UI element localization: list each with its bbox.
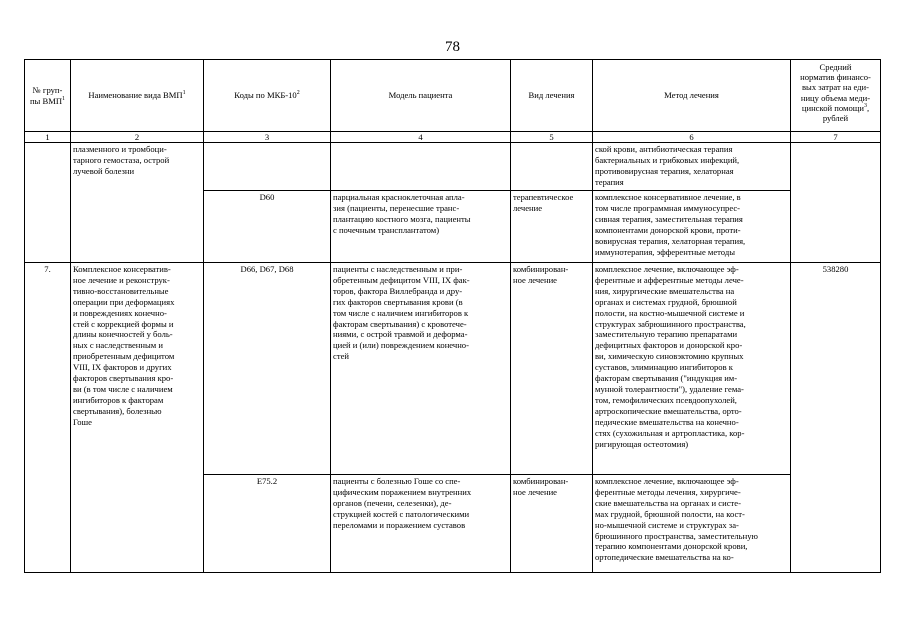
cell-average-cost: 538280 — [791, 263, 881, 573]
cell-average-cost — [791, 143, 881, 263]
cell-icd-codes: D66, D67, D68 — [204, 263, 331, 475]
cell-treatment-method: ской крови, антибиотическая терапия бактериальных и грибковых инфекций, противовирусная терапия, хелаторная терапия — [593, 143, 791, 191]
header-group-number: № груп- пы ВМП$^1$ — [25, 60, 71, 132]
header-average-cost: Средний норматив финансо- вых затрат на еди- ницу объема меди- цинской помощи$^3$, рублей — [791, 60, 881, 132]
cell-icd-codes: E75.2 — [204, 475, 331, 573]
column-numbers-row — [25, 132, 881, 143]
table-row — [25, 263, 881, 475]
column-number: 2 — [71, 132, 204, 143]
cell-vmp-name: плазменного и тромбоци- тарного гемостаза, острой лучевой болезни — [71, 143, 204, 263]
cell-group-number: 7. — [25, 263, 71, 573]
cell-treatment-type — [511, 143, 593, 191]
cell-patient-model: пациенты с болезнью Гоше со спе- цифическим поражением внутренних органов (печени, селезенки), де- струкцией костей с патологическими переломами и поражением суставов — [331, 475, 511, 573]
cell-icd-codes: D60 — [204, 191, 331, 263]
cell-vmp-name: Комплексное консерватив- ное лечение и реконструк- тивно-восстановительные операции при деформациях и повреждениях конечно- стей с коррекцией формы и длины конечностей у боль- ных с наследственным и приобретенным дефицитом VIII, IX факторов и других факторов свертывания кро- ви (в том числе с наличием ингибиторов к факторам свертывания), болезнью Гоше — [71, 263, 204, 573]
column-number: 1 — [25, 132, 71, 143]
cell-treatment-method: комплексное лечение, включающее эф- ферентные и афферентные методы лече- ния, хирургические вмешательства на органах и системах грудной, брюшной полости, на костно-мышечной системе и структурах забрюшинного пространства, заместительную терапию препаратами дефицитных факторов и донорской кро- ви, химическую синовэктомию крупных суставов, элиминацию ингибиторов к факторам свертывания ("индукция им- мунной толерантности"), удаление гема- том, гемофилических псевдоопухолей, артроскопические вмешательства, орто- педические вмешательства на конечно- стях (сухожильная и артропластика, кор- ригирующая остеотомия) — [593, 263, 791, 475]
cell-patient-model: пациенты с наследственным и при- обретенным дефицитом VIII, IX фак- торов, фактора Виллебранда и дру- гих факторов свертывания крови (в том числе с наличием ингибиторов к факторам свертывания) с кровотече- ниями, с острой травмой и деформа- цией и (или) повреждением конечно- стей — [331, 263, 511, 475]
cell-icd-codes — [204, 143, 331, 191]
header-treatment-method: Метод лечения — [593, 60, 791, 132]
header-icd-codes: Коды по МКБ-$10^2$ — [204, 60, 331, 132]
cell-treatment-type: терапевтическое лечение — [511, 191, 593, 263]
column-number: 7 — [791, 132, 881, 143]
page-number: 78 — [445, 39, 460, 55]
column-number: 3 — [204, 132, 331, 143]
cell-treatment-method: комплексное консервативное лечение, в том числе программная иммуносупрес- сивная терапия, заместительная терапия компонентами донорской крови, проти- вовирусная терапия, хелаторная терапия, иммунотерапия, эфферентные методы — [593, 191, 791, 263]
cell-patient-model: парциальная красноклеточная апла- зия (пациенты, перенесшие транс- плантацию костного мозга, пациенты с почечным трансплантатом) — [331, 191, 511, 263]
column-number: 6 — [593, 132, 791, 143]
header-patient-model: Модель пациента — [331, 60, 511, 132]
cell-group-number — [25, 143, 71, 263]
cell-treatment-type: комбинирован- ное лечение — [511, 263, 593, 475]
header-row — [25, 60, 881, 132]
header-vmp-name: Наименование вида ВМП$^1$ — [71, 60, 204, 132]
cell-patient-model — [331, 143, 511, 191]
column-number: 4 — [331, 132, 511, 143]
vmp-table — [24, 59, 881, 573]
cell-treatment-method: комплексное лечение, включающее эф- ферентные методы лечения, хирургиче- ские вмешательства на органах и систе- мах грудной, брюшной полости, на кост- но-мышечной системе и структурах за- брюшинного пространства, заместительную терапию компонентами донорской крови, ортопедические вмешательства на ко- — [593, 475, 791, 573]
table-row — [25, 143, 881, 191]
header-treatment-type: Вид лечения — [511, 60, 593, 132]
cell-treatment-type: комбинирован- ное лечение — [511, 475, 593, 573]
column-number: 5 — [511, 132, 593, 143]
